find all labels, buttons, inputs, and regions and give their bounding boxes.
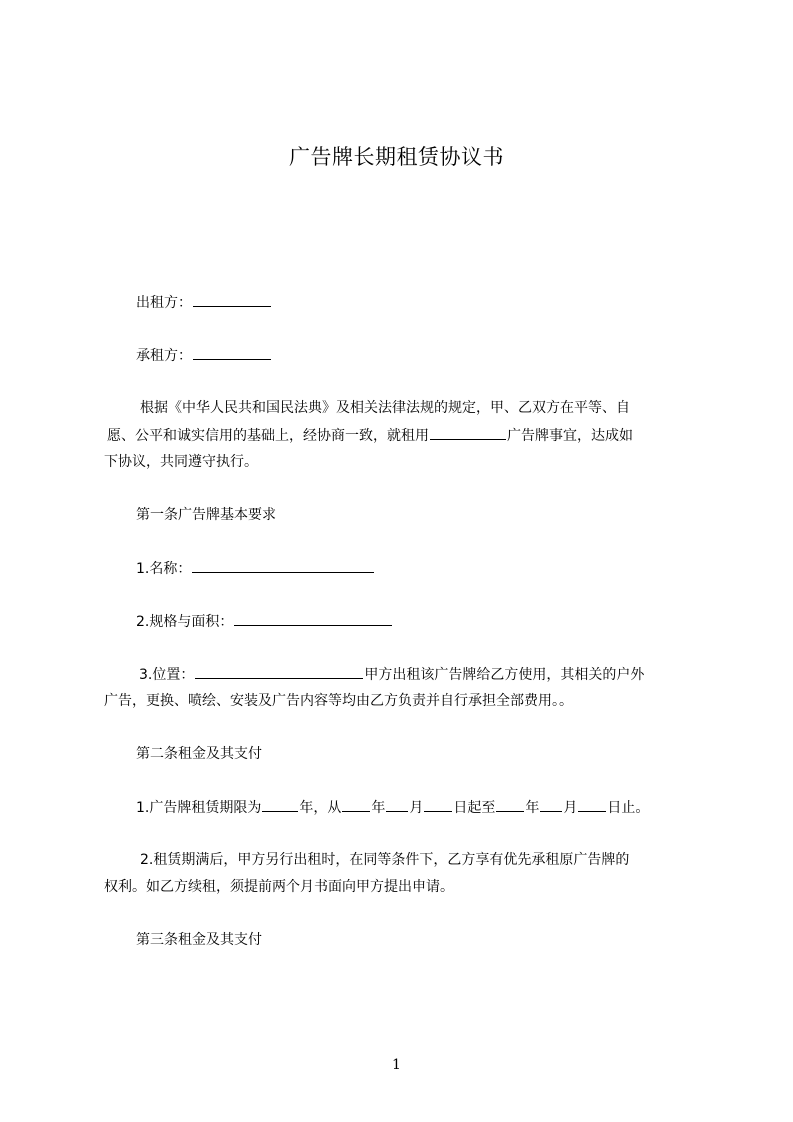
size-label: 2.规格与面积：: [136, 614, 234, 630]
term-text-2: 年，从: [299, 800, 342, 816]
name-label: 1.名称：: [136, 561, 192, 577]
term-text-4: 月: [409, 800, 424, 816]
lessee-line: [104, 346, 736, 365]
article-2-heading: 第二条租金及其支付: [136, 746, 262, 762]
page-number: 1: [392, 1057, 401, 1073]
term-text-3: 年: [371, 800, 386, 816]
lessee-blank: [193, 346, 271, 360]
preamble-line-1: 根据《中华人民共和国民法典》及相关法律法规的规定，甲、乙双方在平等、自: [140, 400, 630, 416]
lessor-blank: [193, 293, 271, 307]
article-2-item-1: [104, 798, 736, 817]
article-1-heading: 第一条广告牌基本要求: [136, 507, 276, 523]
preamble-text-a: 愿、公平和诚实信用的基础上，经协商一致，就租用: [107, 428, 429, 444]
term-text-7: 月: [563, 800, 578, 816]
article-1-item-3-cont: 广告，更换、喷绘、安装及广告内容等均由乙方负责并自行承担全部费用。。: [104, 693, 573, 709]
start-year-blank: [342, 798, 370, 812]
name-blank: [192, 559, 374, 573]
start-month-blank: [386, 798, 408, 812]
end-month-blank: [540, 798, 562, 812]
article-2-item-2-cont: 权利。如乙方续租，须提前两个月书面向甲方提出申请。: [104, 879, 454, 895]
location-blank: [195, 665, 363, 679]
term-text-1: 1.广告牌租赁期限为: [136, 800, 262, 816]
preamble-line-3: 下协议，共同遵守执行。: [104, 454, 258, 470]
end-day-blank: [578, 798, 606, 812]
preamble-line-2: [107, 426, 707, 445]
billboard-blank: [430, 426, 506, 440]
term-text-6: 年: [525, 800, 540, 816]
article-3-heading: 第三条租金及其支付: [136, 932, 262, 948]
preamble-text-b: 广告牌事宜，达成如: [507, 428, 633, 444]
location-label: 3.位置：: [139, 667, 195, 683]
location-text: 甲方出租该广告牌给乙方使用，其相关的户外: [364, 667, 645, 683]
document-title: 广告牌长期租赁协议书: [289, 145, 504, 169]
start-day-blank: [424, 798, 452, 812]
article-2-item-2: 2.租赁期满后，甲方另行出租时，在同等条件下，乙方享有优先承租原广告牌的: [140, 852, 630, 868]
lessee-label: 承租方：: [136, 348, 192, 364]
end-year-blank: [496, 798, 524, 812]
article-1-item-2: [104, 612, 736, 631]
term-text-5: 日起至: [453, 800, 496, 816]
term-text-8: 日止。: [607, 800, 650, 816]
article-1-item-1: [104, 559, 736, 578]
lessor-line: [104, 293, 736, 312]
article-1-item-3: [139, 665, 739, 684]
term-years-blank: [262, 798, 298, 812]
lessor-label: 出租方：: [136, 295, 192, 311]
size-blank: [234, 612, 392, 626]
